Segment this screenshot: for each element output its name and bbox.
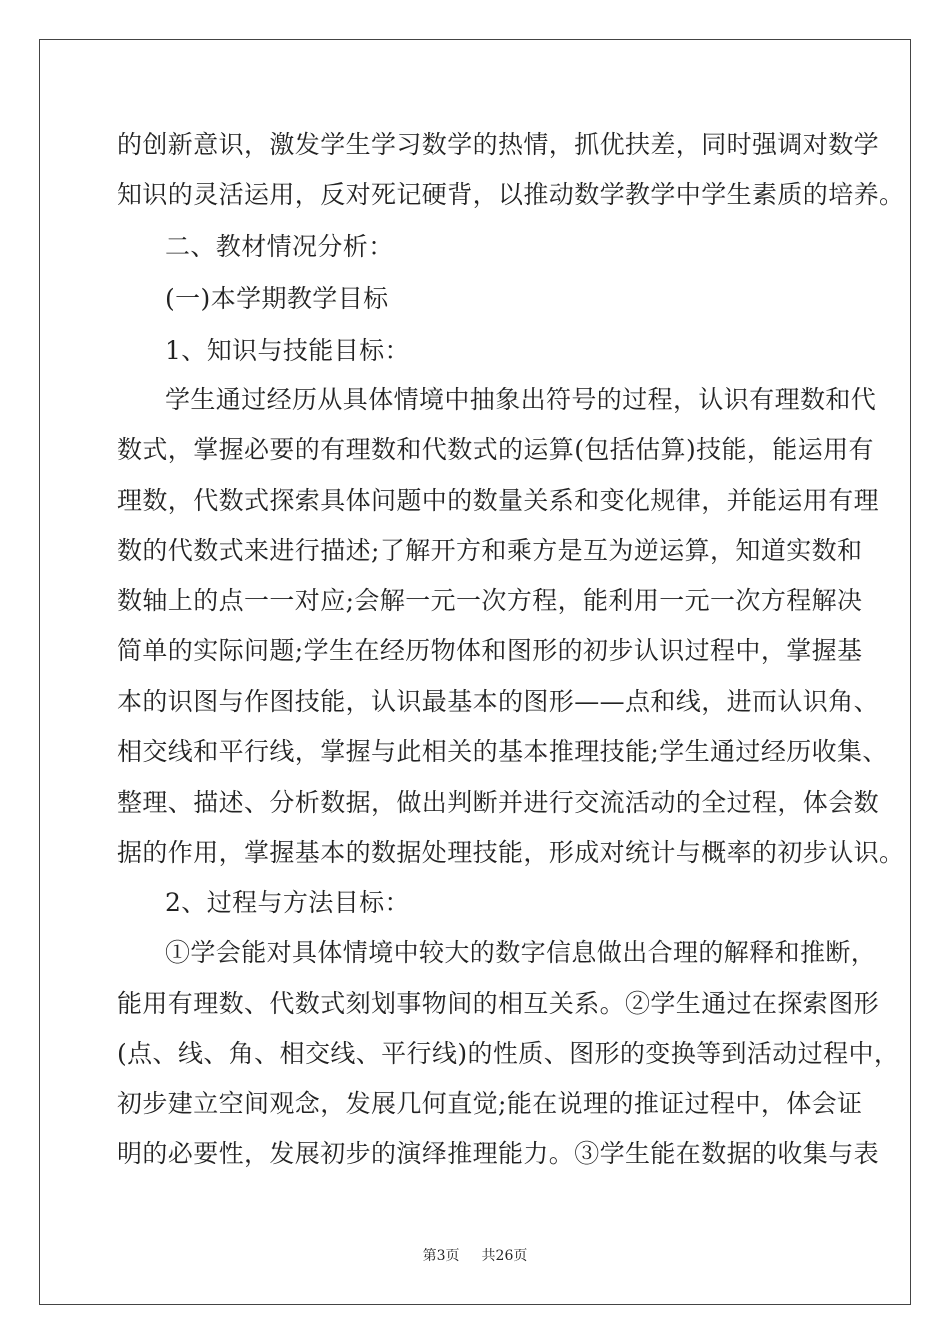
text-line-11: 简单的实际问题;学生在经历物体和图形的初步认识过程中，掌握基 bbox=[117, 636, 863, 665]
text-line-19: (点、线、角、相交线、平行线)的性质、图形的变换等到活动过程中， bbox=[117, 1039, 900, 1068]
page-number: 第3页 bbox=[422, 1248, 460, 1264]
text-line-18: 能用有理数、代数式刻划事物间的相互关系。②学生通过在探索图形 bbox=[117, 989, 880, 1018]
text-line-21: 明的必要性，发展初步的演绎推理能力。③学生能在数据的收集与表 bbox=[117, 1139, 880, 1168]
text-line-13: 相交线和平行线，掌握与此相关的基本推理技能;学生通过经历收集、 bbox=[117, 737, 888, 766]
subsection-heading: (一)本学期教学目标 bbox=[165, 284, 389, 313]
item-heading-process: 2、过程与方法目标： bbox=[165, 888, 410, 917]
text-line-10: 数轴上的点一一对应;会解一元一次方程，能利用一元一次方程解决 bbox=[117, 586, 863, 615]
item-heading-knowledge: 1、知识与技能目标： bbox=[165, 336, 410, 365]
text-line-7: 数式，掌握必要的有理数和代数式的运算(包括估算)技能，能运用有 bbox=[117, 435, 874, 464]
text-line-14: 整理、描述、分析数据，做出判断并进行交流活动的全过程，体会数 bbox=[117, 788, 880, 817]
text-line-1: 的创新意识，激发学生学习数学的热情，抓优扶差，同时强调对数学 bbox=[117, 130, 880, 159]
text-line-12: 本的识图与作图技能，认识最基本的图形——点和线，进而认识角、 bbox=[117, 687, 880, 716]
section-heading: 二、教材情况分析： bbox=[165, 232, 394, 261]
text-line-17: ①学会能对具体情境中较大的数字信息做出合理的解释和推断， bbox=[165, 938, 877, 967]
text-line-2: 知识的灵活运用，反对死记硬背，以推动数学教学中学生素质的培养。 bbox=[117, 180, 905, 209]
text-line-6: 学生通过经历从具体情境中抽象出符号的过程，认识有理数和代 bbox=[165, 385, 877, 414]
text-line-20: 初步建立空间观念，发展几何直觉;能在说理的推证过程中，体会证 bbox=[117, 1089, 863, 1118]
page-total: 共26页 bbox=[481, 1248, 528, 1264]
text-line-15: 据的作用，掌握基本的数据处理技能，形成对统计与概率的初步认识。 bbox=[117, 838, 905, 867]
text-line-8: 理数，代数式探索具体问题中的数量关系和变化规律，并能运用有理 bbox=[117, 486, 880, 515]
text-line-9: 数的代数式来进行描述;了解开方和乘方是互为逆运算，知道实数和 bbox=[117, 536, 863, 565]
page-footer bbox=[0, 1246, 950, 1266]
